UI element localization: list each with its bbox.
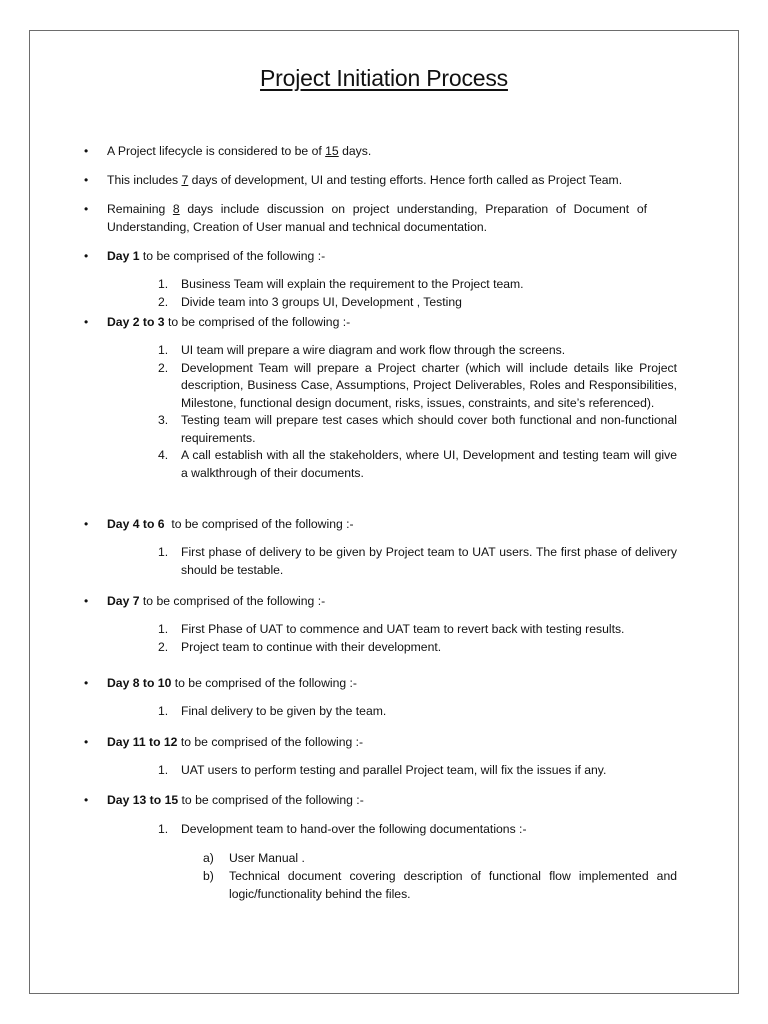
day-13-15-list xyxy=(158,821,677,839)
section-lead: Day 7 xyxy=(107,594,140,608)
bullet-icon: • xyxy=(84,517,89,531)
section-rest: to be comprised of the following :- xyxy=(171,676,357,690)
day-11-12-list xyxy=(158,762,677,780)
bullet-icon: • xyxy=(84,793,89,807)
bullet-icon: • xyxy=(84,676,89,690)
day-4-6-list xyxy=(158,544,677,579)
bullet-text: days. xyxy=(338,144,372,158)
bullet-number: 8 xyxy=(172,202,180,216)
section-rest: to be comprised of the following :- xyxy=(164,315,351,329)
intro-bullet-2 xyxy=(84,171,647,189)
section-heading-day-2-3 xyxy=(84,313,647,331)
intro-bullet-3 xyxy=(84,200,647,236)
section-rest: to be comprised of the following :- xyxy=(177,735,364,749)
list-item: 1. First Phase of UAT to commence and UAT team to revert back with testing results. xyxy=(158,622,625,636)
section-lead: Day 2 to 3 xyxy=(107,315,165,329)
bullet-text: days include discussion on project understanding, Preparation of Document of Understanding, Creation of User manual and technical documentation. xyxy=(107,202,647,234)
bullet-icon: • xyxy=(84,594,89,608)
sub-list-item: a) User Manual . xyxy=(203,851,305,865)
list-item: 1. First phase of delivery to be given by Project team to UAT users. The first phase of delivery should be testable. xyxy=(158,545,677,577)
day-2-3-list xyxy=(158,342,677,482)
bullet-text: This includes xyxy=(107,173,182,187)
bullet-icon: • xyxy=(84,735,89,749)
list-item: 2. Divide team into 3 groups UI, Development , Testing xyxy=(158,294,462,309)
day-8-10-list xyxy=(158,703,677,721)
list-item: 1. Final delivery to be given by the team. xyxy=(158,704,387,718)
bullet-text: days of development, UI and testing efforts. Hence forth called as Project Team. xyxy=(188,173,623,187)
day-7-list xyxy=(158,621,677,656)
section-heading-day-8-10 xyxy=(84,674,647,692)
section-heading-day-11-12 xyxy=(84,733,647,751)
bullet-number: 7 xyxy=(181,173,189,187)
section-heading-day-7 xyxy=(84,592,647,610)
bullet-icon: • xyxy=(84,144,89,158)
bullet-icon: • xyxy=(84,249,89,263)
bullet-text: A Project lifecycle is considered to be of xyxy=(107,144,326,158)
section-heading-day-1 xyxy=(84,247,647,265)
bullet-icon: • xyxy=(84,202,89,216)
list-item: 1. UAT users to perform testing and parallel Project team, will fix the issues if any. xyxy=(158,763,607,777)
list-item: 1. Business Team will explain the requirement to the Project team. xyxy=(158,277,524,291)
section-lead: Day 4 to 6 xyxy=(107,517,165,531)
bullet-text: Remaining xyxy=(107,202,173,216)
section-rest: to be comprised of the following :- xyxy=(178,793,364,807)
section-rest: to be comprised of the following :- xyxy=(139,249,326,263)
section-lead: Day 1 xyxy=(107,249,140,263)
bullet-icon: • xyxy=(84,315,89,329)
intro-bullet-1 xyxy=(84,142,647,160)
section-rest: to be comprised of the following :- xyxy=(164,517,354,531)
documentation-sublist xyxy=(203,849,677,903)
bullet-icon: • xyxy=(84,173,89,187)
bullet-number: 15 xyxy=(325,144,339,158)
section-lead: Day 11 to 12 xyxy=(107,735,178,749)
section-rest: to be comprised of the following :- xyxy=(139,594,326,608)
list-item: 2. Development Team will prepare a Project charter (which will include details like Project description, Business Case, Assumptions, Project Deliverables, Roles and Responsibilities, Milestone, functional design document, risks, issues, constraints, and site’s referenced). xyxy=(158,360,677,410)
section-heading-day-4-6 xyxy=(84,515,647,533)
list-item: 2. Project team to continue with their development. xyxy=(158,639,442,654)
section-lead: Day 13 to 15 xyxy=(107,793,179,807)
list-item: 1. UI team will prepare a wire diagram and work flow through the screens. xyxy=(158,343,566,357)
list-item: 4. A call establish with all the stakeholders, where UI, Development and testing team will give a walkthrough of their documents. xyxy=(158,448,677,480)
day-1-list xyxy=(158,276,656,311)
section-heading-day-13-15 xyxy=(84,791,647,809)
sub-list-item: b) Technical document covering description of functional flow implemented and logic/functionality behind the files. xyxy=(203,869,677,901)
page-title: Project Initiation Process xyxy=(260,65,508,91)
list-item: 3. Testing team will prepare test cases which should cover both functional and non-functional requirements. xyxy=(158,413,677,445)
section-lead: Day 8 to 10 xyxy=(107,676,172,690)
list-item: 1. Development team to hand-over the following documentations :- xyxy=(158,822,527,836)
